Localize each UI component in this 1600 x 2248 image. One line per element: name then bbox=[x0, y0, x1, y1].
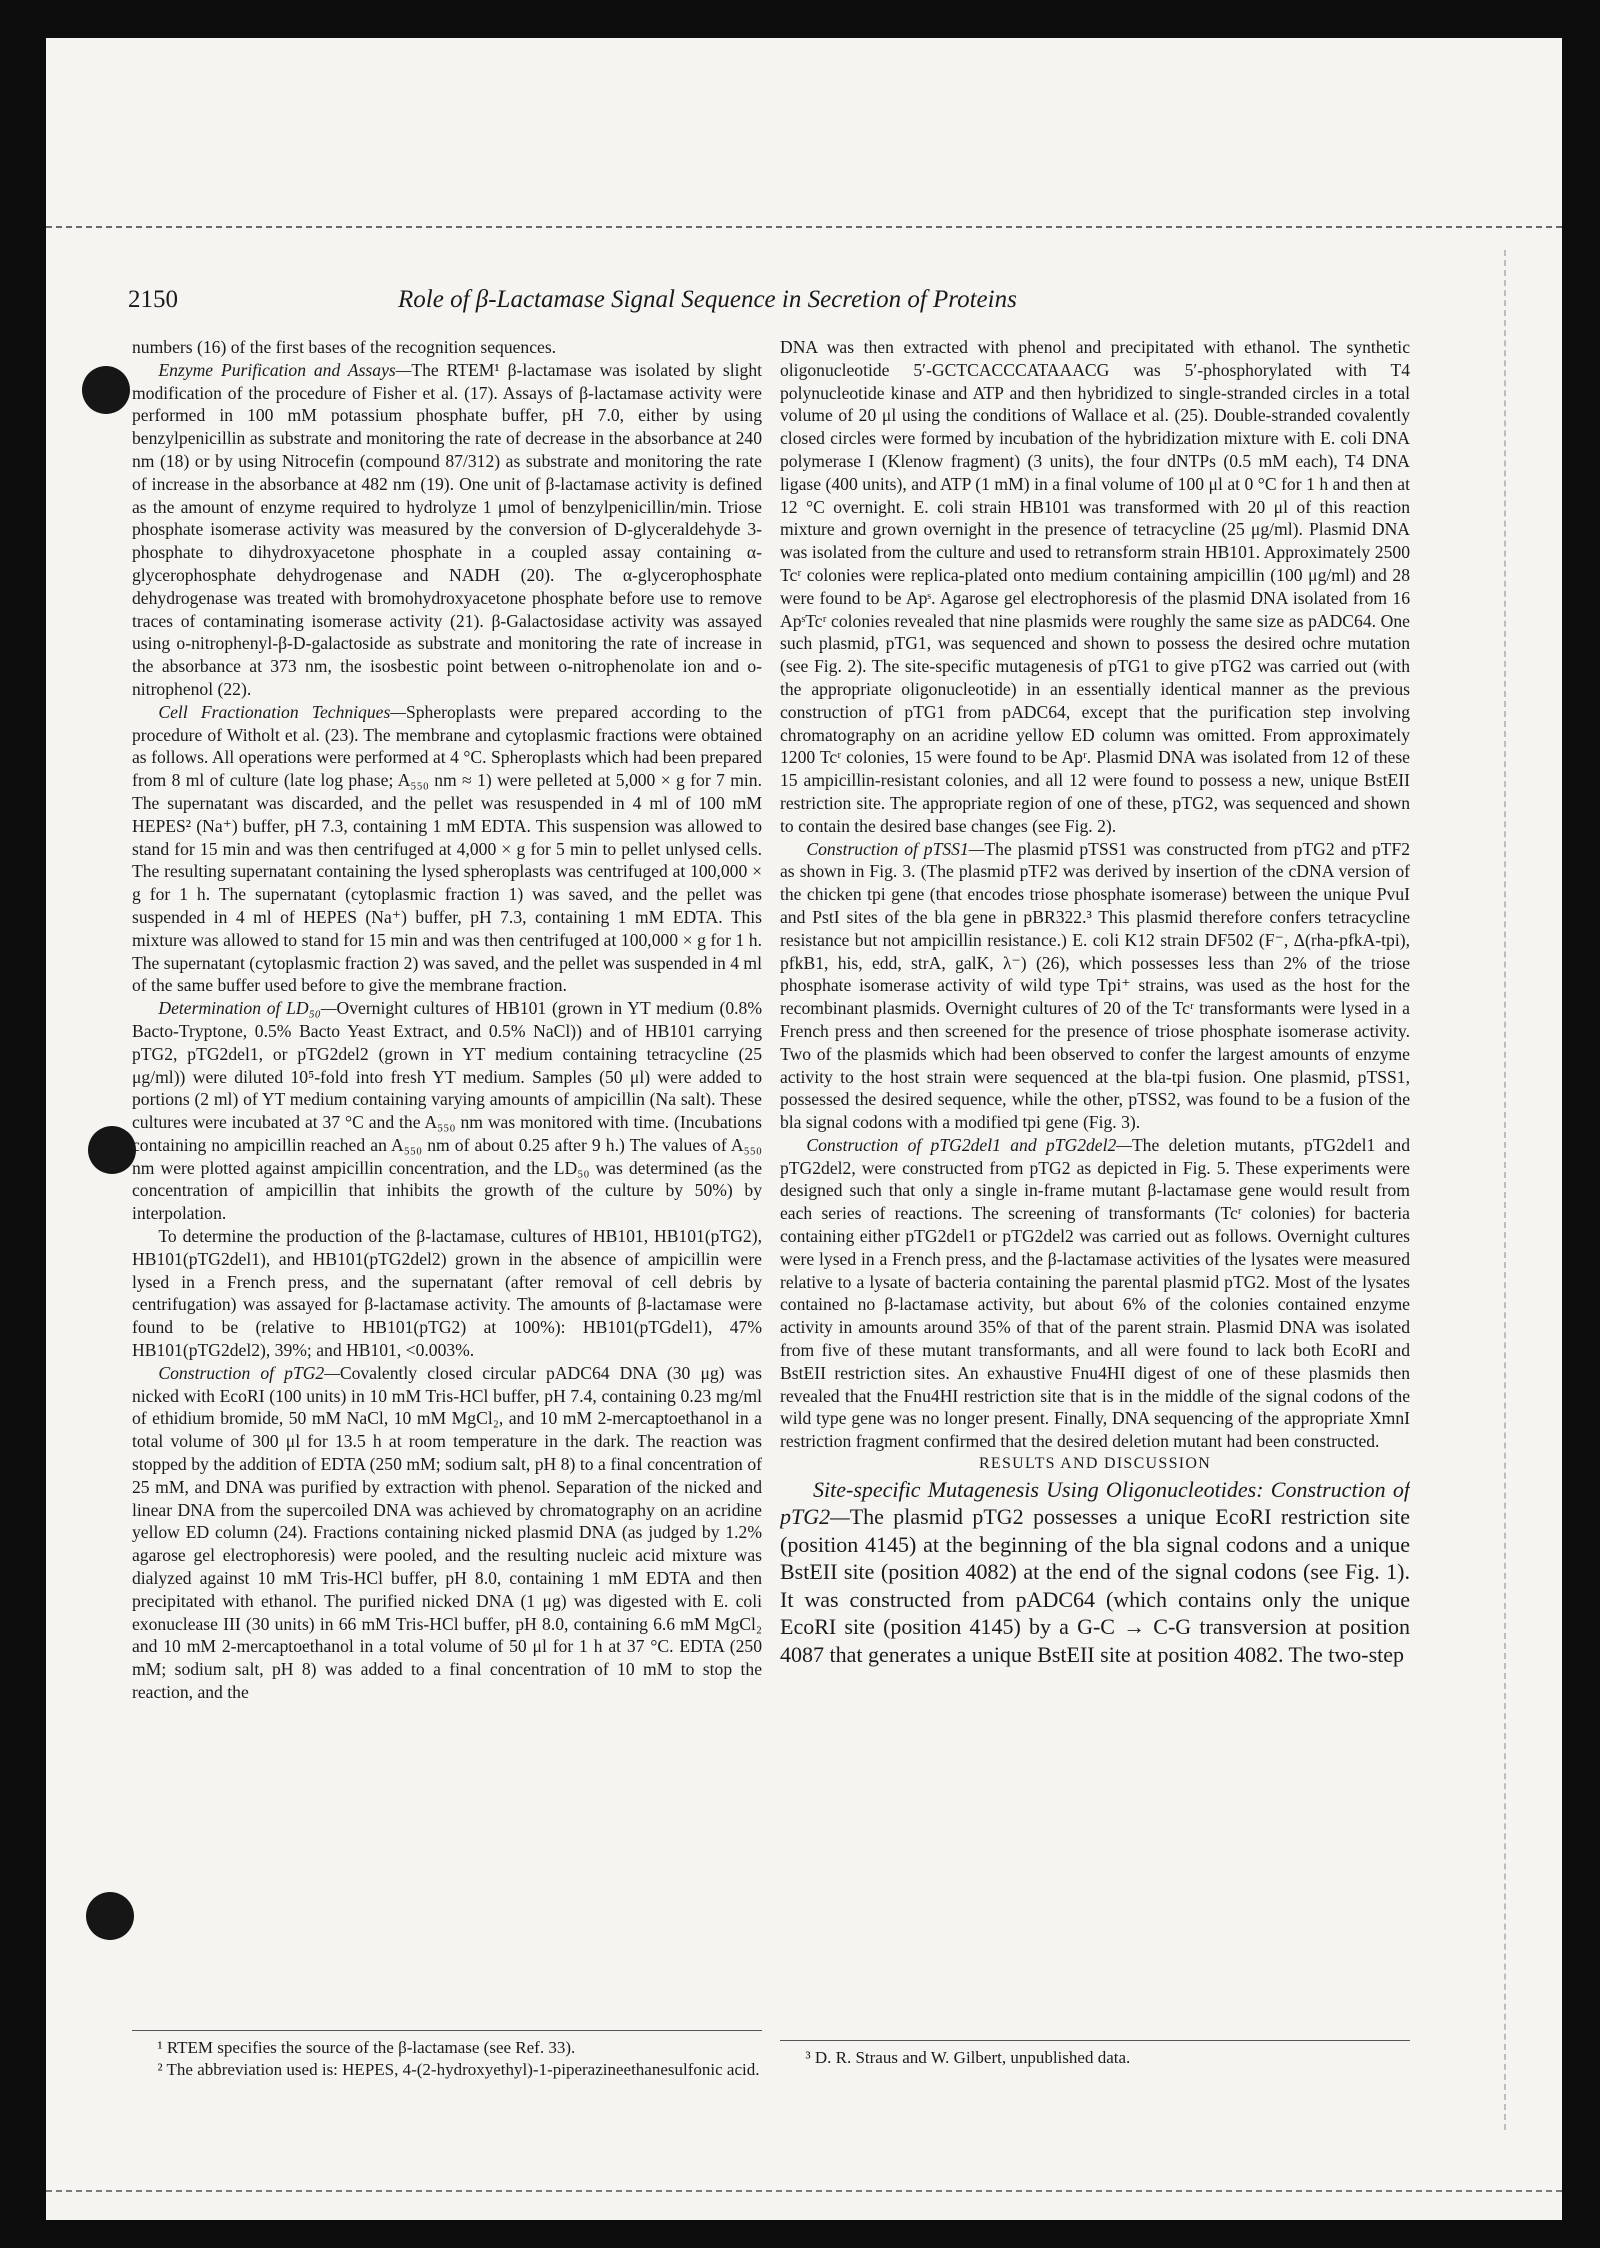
paragraph-text: Overnight cultures of HB101 (grown in YT medium (0.8% Bacto-Tryptone, 0.5% Bacto Yeast Extract, and 0.5% NaCl)) and of HB101 carrying pTG2, pTG2del1, or pTG2del2 (grown in YT medium containing tetracycline (25 μg/ml)) were diluted 10⁵-fold into fresh YT medium. Samples (50 μl) were added to portions (2 ml) of YT medium containing varying amounts of ampicillin (Na salt). These cultures were incubated at 37 °C and the A₅₅₀ nm was monitored with time. (Incubations containing no ampicillin reached an A₅₅₀ nm of about 0.25 after 9 h.) The values of A₅₅₀ nm were plotted against ampicillin concentration, and the LD₅₀ was determined (as the concentration of ampicillin that inhibits the growth of the culture by 50%) by interpolation. bbox=[132, 998, 762, 1224]
punch-hole-top bbox=[82, 366, 130, 414]
paragraph-lead: Determination of LD₅₀— bbox=[158, 998, 337, 1019]
paragraph-text: The plasmid pTSS1 was constructed from pTG2 and pTF2 as shown in Fig. 3. (The plasmid pTF2 was derived by insertion of the cDNA version of the chicken tpi gene (that encodes triose phosphate isomerase) between the unique PvuI and PstI sites of the bla gene in pBR322.³ This plasmid therefore confers tetracycline resistance but not ampicillin resistance.) E. coli K12 strain DF502 (F⁻, Δ(rha-pfkA-tpi), pfkB1, his, edd, strA, galK, λ⁻) (26), which possesses less than 2% of the triose phosphate isomerase activity of wild type Tpi⁺ strains, was used as the host for the recombinant plasmids. Overnight cultures of 20 of the Tcʳ transformants were lysed in a French press and then screened for the presence of triose phosphate isomerase activity. Two of the plasmids which had been observed to confer the largest amounts of enzyme activity to the host strain were sequenced at the bla-tpi fusion. One plasmid, pTSS1, possessed the desired sequence, while the other, pTSS2, was found to be a fusion of the bla signal codons with a modified tpi gene (Fig. 3). bbox=[780, 838, 1410, 1133]
right-column bbox=[780, 336, 1410, 2041]
paragraph-lead: Site-specific Mutagenesis Using Oligonucleotides: Construction of pTG2— bbox=[780, 1476, 1410, 1530]
paragraph bbox=[132, 1362, 762, 1704]
right-edge-rule bbox=[1504, 250, 1506, 2130]
punch-hole-bottom bbox=[86, 1892, 134, 1940]
paragraph-text: numbers (16) of the first bases of the recognition sequences. bbox=[132, 337, 557, 357]
results-paragraph bbox=[780, 1476, 1410, 1669]
footnote: ² The abbreviation used is: HEPES, 4-(2-hydroxyethyl)-1-piperazineethanesulfonic acid. bbox=[157, 2060, 760, 2079]
paragraph bbox=[132, 359, 762, 701]
footnotes-right bbox=[780, 2040, 1410, 2069]
top-edge-rule bbox=[46, 226, 1562, 228]
footnote: ³ D. R. Straus and W. Gilbert, unpublished data. bbox=[805, 2048, 1131, 2067]
paragraph-text: Spheroplasts were prepared according to the procedure of Witholt et al. (23). The membrane and cytoplasmic fractions were obtained as follows. All operations were performed at 4 °C. Spheroplasts which had been prepared from 8 ml of culture (late log phase; A₅₅₀ nm ≈ 1) were pelleted at 5,000 × g for 7 min. The supernatant was discarded, and the pellet was resuspended in 4 ml of 100 mM HEPES² (Na⁺) buffer, pH 7.3, containing 1 mM EDTA. This suspension was allowed to stand for 15 min and was then centrifuged at 4,000 × g for 5 min to pellet unlysed cells. The resulting supernatant containing the lysed spheroplasts was centrifuged at 100,000 × g for 1 h. The supernatant (cytoplasmic fraction 1) was saved, and the pellet was suspended in 4 ml of HEPES (Na⁺) buffer, pH 7.3, containing 1 mM EDTA. This mixture was allowed to stand for 15 min and was then centrifuged at 100,000 × g for 1 h. The supernatant (cytoplasmic fraction 2) was saved, and the pellet was suspended in 4 ml of the same buffer used before to give the membrane fraction. bbox=[132, 701, 762, 996]
page-number: 2150 bbox=[128, 286, 178, 313]
footnote-rule bbox=[132, 2030, 762, 2031]
left-column bbox=[132, 336, 762, 2026]
paragraph bbox=[132, 701, 762, 997]
running-head bbox=[128, 284, 1404, 320]
paragraph bbox=[132, 1225, 762, 1362]
paragraph-text: The plasmid pTG2 possesses a unique EcoRI restriction site (position 4145) at the beginning of the bla signal codons and a unique BstEII site (position 4082) at the end of the signal codons (see Fig. 1). It was constructed from pADC64 (which contains only the unique EcoRI site (position 4145) by a G-C → C-G transversion at position 4087 that generates a unique BstEII site at position 4082. The two-step bbox=[780, 1504, 1410, 1667]
paragraph-text: To determine the production of the β-lactamase, cultures of HB101, HB101(pTG2), HB101(pTG2del1), and HB101(pTG2del2) grown in the absence of ampicillin were lysed in a French press, and the supernatant (after removal of cell debris by centrifugation) was assayed for β-lactamase activity. The amounts of β-lactamase were found to be (relative to HB101(pTG2) at 100%): HB101(pTGdel1), 47% HB101(pTG2del2), 39%; and HB101, <0.003%. bbox=[132, 1226, 762, 1361]
footnotes-left bbox=[132, 2030, 762, 2081]
paragraph-lead: Construction of pTSS1— bbox=[806, 838, 985, 859]
paragraph-lead: Construction of pTG2— bbox=[158, 1362, 340, 1383]
paragraph-lead: Enzyme Purification and Assays— bbox=[158, 359, 412, 380]
paragraph bbox=[780, 838, 1410, 1134]
paragraph-lead: Construction of pTG2del1 and pTG2del2— bbox=[806, 1134, 1132, 1155]
paragraph-lead: Cell Fractionation Techniques— bbox=[158, 701, 406, 722]
paragraph-text: DNA was then extracted with phenol and precipitated with ethanol. The synthetic oligonucleotide 5′-GCTCACCCATAAACG was 5′-phosphorylated with T4 polynucleotide kinase and ATP and then hybridized to single-stranded circles in a total volume of 20 μl using the conditions of Wallace et al. (25). Double-stranded covalently closed circles were formed by incubation of the hybridization mixture with E. coli DNA polymerase I (Klenow fragment) (3 units), the four dNTPs (0.5 mM each), T4 DNA ligase (400 units), and ATP (1 mM) in a final volume of 100 μl at 0 °C for 1 h and then at 12 °C overnight. E. coli strain HB101 was transformed with 20 μl of this reaction mixture and grown overnight in the presence of tetracycline (25 μg/ml). Plasmid DNA was isolated from the culture and used to retransform strain HB101. Approximately 2500 Tcʳ colonies were replica-plated onto medium containing ampicillin (100 μg/ml) and 28 were found to be Apˢ. Agarose gel electrophoresis of the plasmid DNA isolated from 16 ApˢTcʳ colonies revealed that nine plasmids were roughly the same size as pADC64. One such plasmid, pTG1, was sequenced and shown to possess the desired ochre mutation (see Fig. 2). The site-specific mutagenesis of pTG1 to give pTG2 was carried out (with the appropriate oligonucleotide) in an essentially identical manner as the previous construction of pTG1 from pADC64, except that the purification step involving chromatography on an acridine yellow ED column was omitted. From approximately 1200 Tcʳ colonies, 15 were found to be Apʳ. Plasmid DNA was isolated from 12 of these 15 ampicillin-resistant colonies, and all 12 were found to possess a new, unique BstEII restriction site. The appropriate region of one of these, pTG2, was sequenced and shown to contain the desired base changes (see Fig. 2). bbox=[780, 337, 1410, 836]
paragraph-text: The RTEM¹ β-lactamase was isolated by slight modification of the procedure of Fisher et al. (17). Assays of β-lactamase activity were performed in 100 mM potassium phosphate buffer, pH 7.0, either by using benzylpenicillin as substrate and monitoring the rate of decrease in the absorbance at 240 nm (18) or by using Nitrocefin (compound 87/312) as substrate and monitoring the rate of increase in the absorbance at 482 nm (19). One unit of β-lactamase activity is defined as the amount of enzyme required to hydrolyze 1 μmol of benzylpenicillin/min. Triose phosphate isomerase activity was measured by the conversion of D-glyceraldehyde 3-phosphate to dihydroxyacetone phosphate in a coupled assay containing α-glycerophosphate dehydrogenase and NADH (20). The α-glycerophosphate dehydrogenase was treated with bromohydroxyacetone phosphate before use to remove traces of contaminating isomerase activity (21). β-Galactosidase activity was assayed using o-nitrophenyl-β-D-galactoside as substrate and monitoring the rate of increase in the absorbance at 373 nm, the isosbestic point between o-nitrophenolate ion and o-nitrophenol (22). bbox=[132, 359, 762, 699]
paragraph-text: The deletion mutants, pTG2del1 and pTG2del2, were constructed from pTG2 as depicted in Fig. 5. These experiments were designed such that only a single in-frame mutant β-lactamase gene would result from each series of reactions. The screening of transformants (Tcʳ colonies) for bacteria containing either pTG2del1 or pTG2del2 was carried out as follows. Overnight cultures were lysed in a French press, and the β-lactamase activities of the lysates were measured relative to a lysate of bacteria containing the parental plasmid pTG2. Most of the lysates contained no β-lactamase activity, but about 6% of the colonies contained enzyme activity in amounts around 35% of that of the parent strain. Plasmid DNA was isolated from five of these mutant transformants, and all were found to lack both EcoRI and BstEII restriction sites. An exhaustive Fnu4HI digest of one of these plasmids then revealed that the Fnu4HI restriction site that is in the middle of the signal codons of the wild type gene was no longer present. Finally, DNA sequencing of the appropriate XmnI restriction fragment confirmed that the desired deletion mutant had been constructed. bbox=[780, 1134, 1410, 1452]
punch-hole-middle bbox=[88, 1126, 136, 1174]
running-title: Role of β-Lactamase Signal Sequence in Secretion of Proteins bbox=[398, 286, 1017, 313]
footnote: ¹ RTEM specifies the source of the β-lactamase (see Ref. 33). bbox=[157, 2038, 576, 2057]
footnote-rule bbox=[780, 2040, 1410, 2041]
paragraph bbox=[780, 1134, 1410, 1453]
bottom-edge-rule bbox=[46, 2190, 1562, 2192]
paragraph bbox=[132, 336, 762, 359]
paragraph bbox=[780, 336, 1410, 838]
paragraph bbox=[132, 997, 762, 1225]
paragraph-text: Covalently closed circular pADC64 DNA (30 μg) was nicked with EcoRI (100 units) in 10 mM Tris-HCl buffer, pH 7.4, containing 0.23 mg/ml of ethidium bromide, 50 mM NaCl, 10 mM MgCl₂, and 10 mM 2-mercaptoethanol in a total volume of 300 μl for 13.5 h at room temperature in the dark. The reaction was stopped by the addition of EDTA (250 mM; sodium salt, pH 8) to a final concentration of 25 mM, and DNA was purified by extraction with phenol. Separation of the nicked and linear DNA from the supercoiled DNA was achieved by chromatography on an acridine yellow ED column (24). Fractions containing nicked plasmid DNA (as judged by 1.2% agarose gel electrophoresis) were pooled, and the resulting nucleic acid mixture was dialyzed against 10 mM Tris-HCl buffer, pH 8.0, containing 1 mM EDTA and then precipitated with ethanol. The purified nicked DNA (1 μg) was digested with E. coli exonuclease III (30 units) in 66 mM Tris-HCl buffer, pH 8.0, containing 6.6 mM MgCl₂ and 10 mM 2-mercaptoethanol in a total volume of 50 μl for 1 h at 37 °C. EDTA (250 mM; sodium salt, pH 8) was added to a final concentration of 10 mM to stop the reaction, and the bbox=[132, 1362, 762, 1703]
section-heading: RESULTS AND DISCUSSION bbox=[978, 1455, 1212, 1473]
